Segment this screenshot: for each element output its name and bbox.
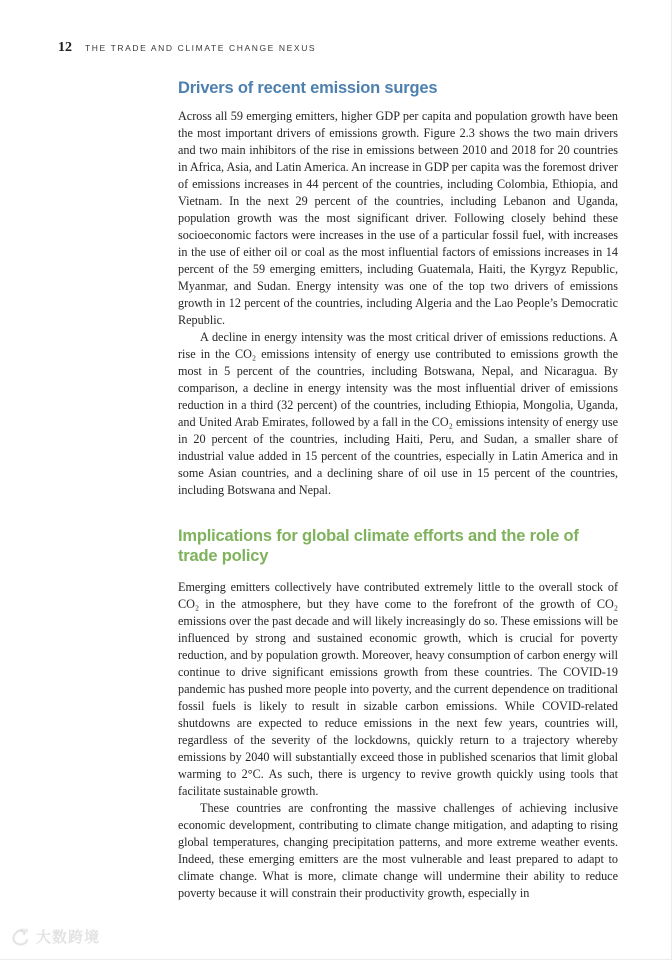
swirl-logo-icon <box>10 928 32 946</box>
paragraph-drivers-2: A decline in energy intensity was the most critical driver of emissions reductions. A rise in the CO₂ emissions intensity of energy use contributed to emissions growth the most in 5 percent of the countries, including Botswana, Nepal, and Nicaragua. By comparison, a decline in energy intensity was the most influential driver of emissions reduction in a third (32 percent) of the countries, including Ethiopia, Mongolia, Uganda, and United Arab Emirates, followed by a fall in the CO₂ emissions intensity of energy use in 20 percent of the countries, including Haiti, Peru, and Sudan, a smaller share of industrial value added in 15 percent of the countries, especially in Latin America and in some Asian countries, and a declining share of oil use in 15 percent of the countries, including Botswana and Nepal. <box>178 330 618 497</box>
watermark <box>10 926 100 947</box>
section-heading-drivers: Drivers of recent emission surges <box>178 79 438 97</box>
page-content <box>178 78 618 902</box>
running-title: THE TRADE AND CLIMATE CHANGE NEXUS <box>85 43 317 53</box>
section-heading-implications: Implications for global climate efforts and the role of trade policy <box>178 527 579 565</box>
running-header <box>58 40 316 56</box>
watermark-text: 大数跨境 <box>36 929 101 946</box>
paragraph-implications-1: Emerging emitters collectively have contributed extremely little to the overall stock of CO₂ in the atmosphere, but they have come to the forefront of the growth of CO₂ emissions over the past decade and will likely increasingly do so. These emissions will be influenced by strong and sustained economic growth, which is crucial for poverty reduction, and by population growth. Moreover, heavy consumption of carbon energy will continue to drive significant emissions growth from these countries. The COVID-19 pandemic has pushed more people into poverty, and the current dependence on traditional fossil fuels is likely to result in sizable carbon emissions. While COVID-related shutdowns are expected to reduce emissions in the next few years, countries will, regardless of the severity of the lockdowns, quickly return to a trajectory whereby emissions by 2040 will substantially exceed those in published scenarios that limit global warming to 2°C. As such, there is urgency to revive growth quickly using tools that facilitate sustainable growth. <box>178 580 618 798</box>
paragraph-drivers-1: Across all 59 emerging emitters, higher GDP per capita and population growth have been the most important drivers of emissions growth. Figure 2.3 shows the two main drivers and two main inhibitors of the rise in emissions between 2010 and 2018 for 20 countries in Africa, Asia, and Latin America. An increase in GDP per capita was the foremost driver of emissions increases in 44 percent of the countries, including Colombia, Ethiopia, and Vietnam. In the next 29 percent of the countries, including Lebanon and Uganda, population growth was the most significant driver. Following closely behind these socioeconomic factors were increases in the use of a particular fossil fuel, with increases in the use of either oil or coal as the most influential factors of emissions increases in 14 percent of the 59 emerging emitters, including Guatemala, Haiti, the Kyrgyz Republic, Myanmar, and Sudan. Energy intensity was one of the top two drivers of emissions growth in 12 percent of the countries, including Algeria and the Lao People’s Democratic Republic. <box>178 109 618 327</box>
page-number: 12 <box>58 40 72 55</box>
paragraph-implications-2: These countries are confronting the massive challenges of achieving inclusive economic development, contributing to climate change mitigation, and adapting to rising global temperatures, changing precipitation patterns, and more extreme weather events. Indeed, these emerging emitters are the most vulnerable and least prepared to adapt to climate change. What is more, climate change will undermine their ability to reduce poverty because it will constrain their productivity growth, especially in <box>178 801 618 900</box>
